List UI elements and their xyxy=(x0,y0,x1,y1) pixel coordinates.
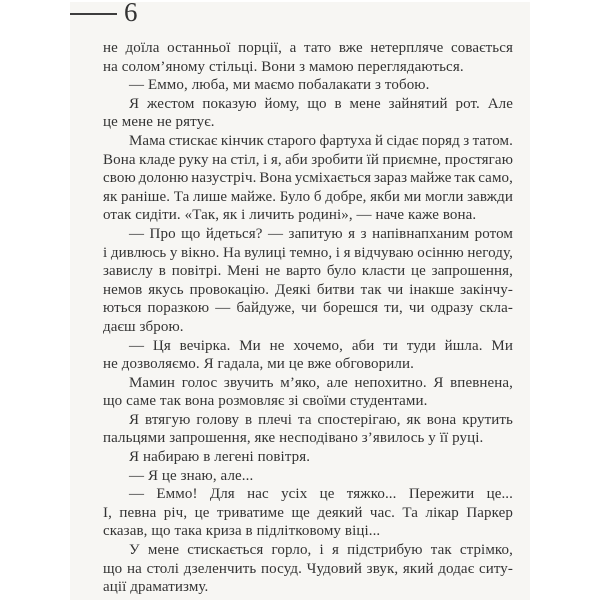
text-line xyxy=(103,281,513,300)
text-line xyxy=(103,560,513,579)
text-line xyxy=(103,225,513,244)
text-line xyxy=(103,262,513,281)
text-line xyxy=(103,467,513,486)
text-line-content: Мама стискає кінчик старого фартуха й сідає поряд з татом. xyxy=(129,132,513,149)
text-line xyxy=(103,392,513,411)
text-line-content: Я втягую голову в плечі та спостерігаю, як вона крутить xyxy=(129,411,513,428)
text-line-content: сказав, що така криза в підлітковому віці... xyxy=(103,523,381,540)
text-line-content: не доїла останньої порції, а тато вже нетерпляче совається xyxy=(103,40,513,56)
text-line xyxy=(103,113,513,132)
text-line-content: даєш зброю. xyxy=(103,318,184,335)
text-line xyxy=(103,58,513,77)
text-line-content: — Про що йдеться? — запитую я з напівнапханим ротом xyxy=(129,225,513,242)
text-line xyxy=(103,132,513,151)
text-line xyxy=(103,504,513,523)
text-line xyxy=(103,355,513,374)
text-line-content: немов якусь провокацію. Деякі битви так чи інакше закінчу- xyxy=(103,281,513,298)
text-line-content: свою долоню назустріч. Вона усміхається зараз майже так само, xyxy=(103,170,513,187)
text-line-content: Я жестом показую йому, що в мене зайнятий рот. Але xyxy=(129,95,513,112)
text-line-content: Мамин голос звучить м’яко, але непохитно. Я впевнена, xyxy=(129,374,513,391)
text-line xyxy=(103,337,513,356)
text-line xyxy=(103,95,513,114)
text-line-content: — Ця вечірка. Ми не хочемо, аби ти туди йшла. Ми xyxy=(129,337,513,354)
text-line-content: на солом’яному стільці. Вони з мамою переглядаються. xyxy=(103,58,464,75)
text-line xyxy=(103,578,513,597)
text-line-content: ються поразкою — байдуже, чи борешся ти, чи одразу скла- xyxy=(103,300,513,317)
text-line-content: і дивлюсь у вікно. На вулиці темно, і я відчуваю осінню негоду, xyxy=(103,244,513,261)
text-line-content: — Я це знаю, але... xyxy=(129,467,254,484)
text-line-content: що на столі дзеленчить посуд. Чудовий звук, який додає ситу- xyxy=(103,560,513,577)
text-line xyxy=(103,429,513,448)
text-line-content: — Еммо, люба, ми маємо побалакати з тобою. xyxy=(129,77,430,94)
text-line xyxy=(103,411,513,430)
text-line xyxy=(103,541,513,560)
text-line xyxy=(103,188,513,207)
text-line-content: ації драматизму. xyxy=(103,579,209,596)
text-line-content: не дозволяємо. Я гадала, ми це вже обговорили. xyxy=(103,356,414,373)
text-line xyxy=(103,522,513,541)
book-page xyxy=(70,2,530,600)
text-line-content: завислу в повітрі. Мені не варто було класти це запрошення, xyxy=(103,263,513,280)
text-line-content: що саме так вона розмовляє зі своїми студентами. xyxy=(103,393,428,410)
text-line xyxy=(103,39,513,58)
text-line-content: отак сидіти. «Так, як і личить родині», — наче каже вона. xyxy=(103,207,477,224)
text-line-content: як раніше. Та лише майже. Було б добре, якби ми могли завжди xyxy=(103,188,513,205)
text-line-content: це мене не рятує. xyxy=(103,114,215,131)
text-line xyxy=(103,374,513,393)
text-line xyxy=(103,485,513,504)
header-rule xyxy=(70,13,117,15)
text-line-content: Вона кладе руку на стіл, і я, аби зробити їй приємне, простягаю xyxy=(103,151,513,168)
text-line xyxy=(103,151,513,170)
text-line xyxy=(103,206,513,225)
text-line-content: І, певна річ, це триватиме ще деякий час. Та лікар Паркер xyxy=(103,504,513,521)
text-line xyxy=(103,169,513,188)
text-line xyxy=(103,318,513,337)
text-line-content: Я набираю в легені повітря. xyxy=(129,449,311,466)
text-column xyxy=(103,39,513,597)
text-line xyxy=(103,76,513,95)
text-line xyxy=(103,448,513,467)
text-line-content: пальцями запрошення, яке несподівано з’явилось у її руці. xyxy=(103,430,484,447)
text-line xyxy=(103,299,513,318)
page-number: 6 xyxy=(124,0,138,27)
text-line-content: — Еммо! Для нас усіх це тяжко... Пережити це... xyxy=(129,486,513,503)
text-line-content: У мене стискається горло, і я підстрибую так стрімко, xyxy=(129,542,513,559)
text-line xyxy=(103,244,513,263)
